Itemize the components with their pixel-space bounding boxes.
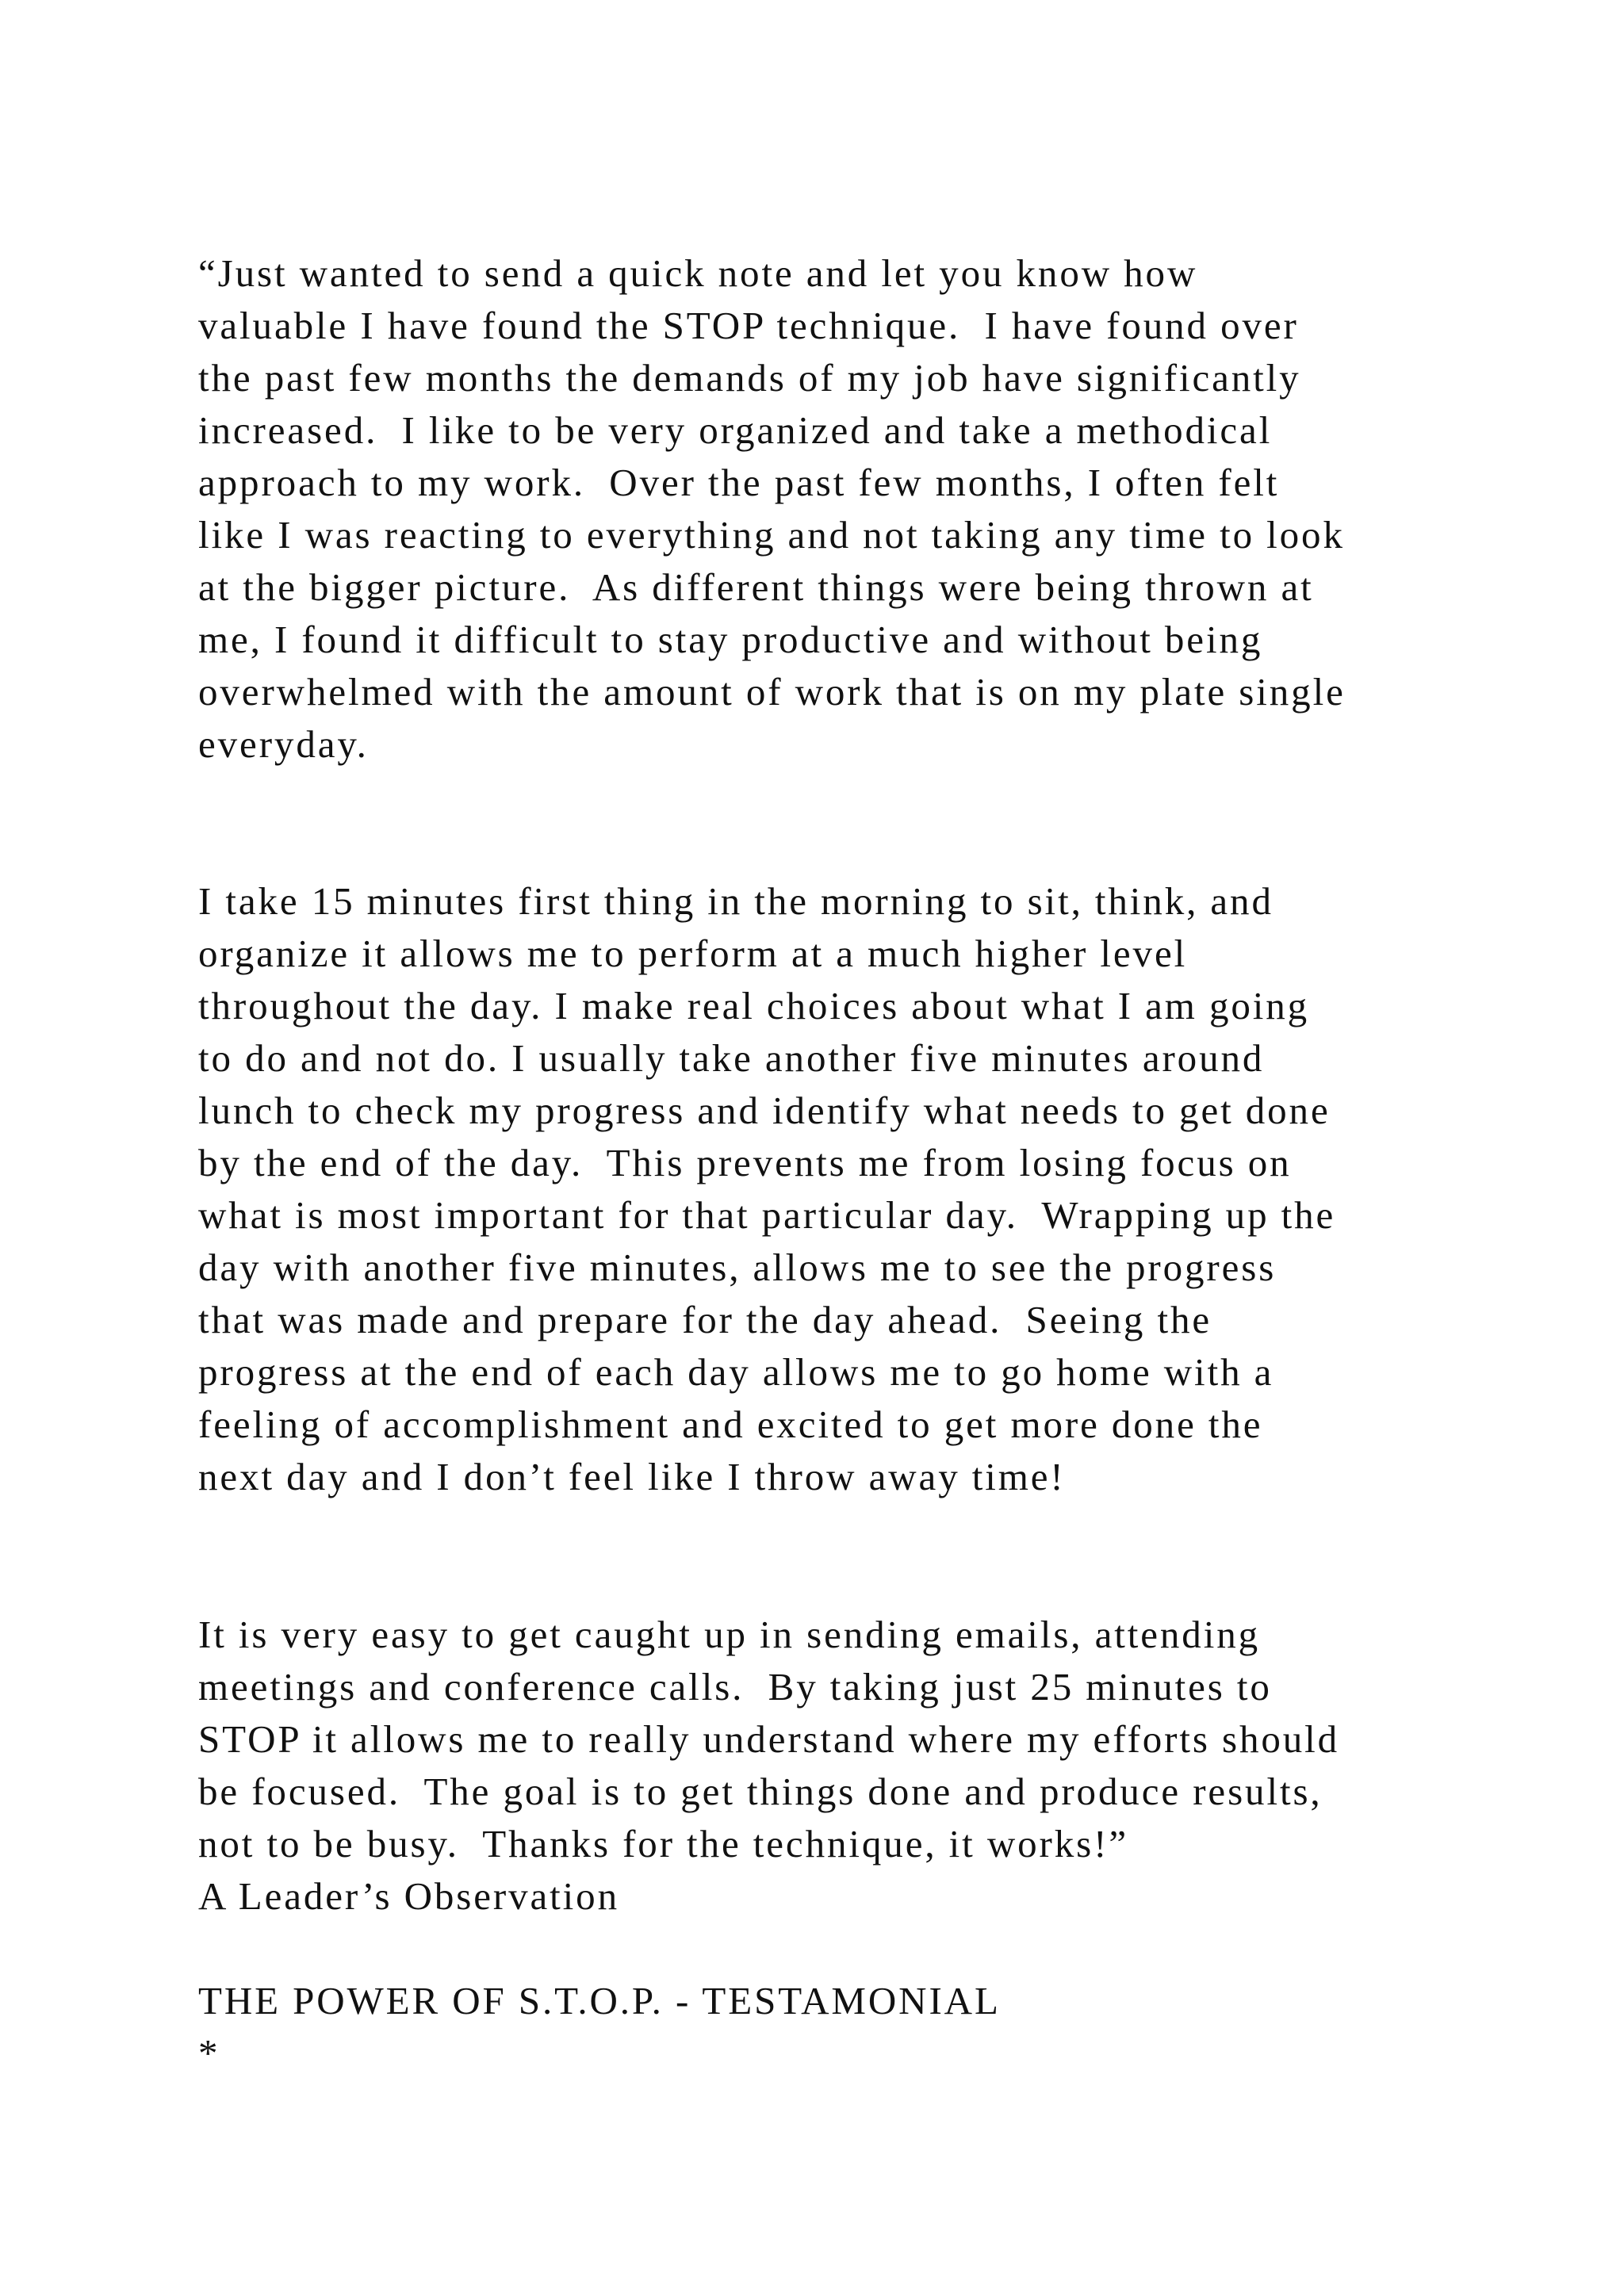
paragraph-1-line-1: “Just wanted to send a quick note and let you know how [198, 251, 1198, 295]
paragraph-1-line-8: me, I found it difficult to stay productive and without being [198, 618, 1263, 661]
attribution-line: A Leader’s Observation [198, 1874, 619, 1918]
paragraph-3-line-4: be focused. The goal is to get things done and produce results, [198, 1770, 1323, 1813]
paragraph-1-line-6: like I was reacting to everything and not taking any time to look [198, 513, 1345, 557]
paragraph-2-line-8: day with another five minutes, allows me to see the progress [198, 1246, 1277, 1289]
paragraph-1-line-10: everyday. [198, 722, 369, 766]
paragraph-2-line-6: by the end of the day. This prevents me from losing focus on [198, 1141, 1292, 1184]
paragraph-2-line-4: to do and not do. I usually take another five minutes around [198, 1036, 1265, 1080]
paragraph-1-line-3: the past few months the demands of my job have significantly [198, 356, 1301, 400]
paragraph-2-line-12: next day and I don’t feel like I throw away time! [198, 1455, 1066, 1498]
paragraph-2-line-7: what is most important for that particular day. Wrapping up the [198, 1193, 1336, 1237]
paragraph-2-line-2: organize it allows me to perform at a much higher level [198, 932, 1188, 975]
paragraph-3-line-5: not to be busy. Thanks for the technique, it works!” [198, 1822, 1128, 1866]
paragraph-3-line-3: STOP it allows me to really understand where my efforts should [198, 1717, 1340, 1761]
paragraph-1-line-4: increased. I like to be very organized and take a methodical [198, 408, 1273, 452]
paragraph-1-line-9: overwhelmed with the amount of work that is on my plate single [198, 670, 1346, 714]
paragraph-2-line-11: feeling of accomplishment and excited to get more done the [198, 1402, 1263, 1446]
paragraph-2-line-3: throughout the day. I make real choices about what I am going [198, 984, 1310, 1027]
paragraph-3-line-2: meetings and conference calls. By taking just 25 minutes to [198, 1665, 1272, 1709]
asterisk-mark: * [198, 2031, 220, 2075]
paragraph-1-line-7: at the bigger picture. As different things were being thrown at [198, 565, 1314, 609]
paragraph-2-line-5: lunch to check my progress and identify what needs to get done [198, 1089, 1331, 1132]
paragraph-3-line-1: It is very easy to get caught up in sending emails, attending [198, 1613, 1261, 1656]
document-title: THE POWER OF S.T.O.P. - TESTAMONIAL [198, 1979, 1001, 2022]
paragraph-2-line-1: I take 15 minutes first thing in the morning to sit, think, and [198, 879, 1274, 923]
paragraph-2-line-9: that was made and prepare for the day ahead. Seeing the [198, 1298, 1212, 1341]
paragraph-2-line-10: progress at the end of each day allows me to go home with a [198, 1350, 1274, 1394]
paragraph-1-line-5: approach to my work. Over the past few months, I often felt [198, 461, 1280, 504]
paragraph-1-line-2: valuable I have found the STOP technique. I have found over [198, 304, 1299, 347]
